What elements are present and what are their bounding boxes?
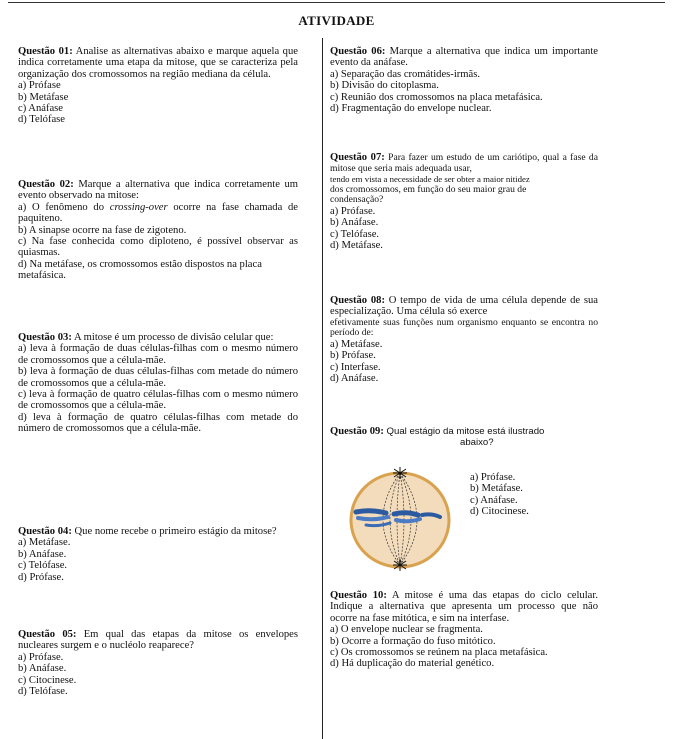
question-text-b: efetivamente suas funções num organismo enquanto se encontra no período de: [330, 316, 598, 339]
question-text-a: Para fazer um estudo de um cariótipo, qual a fase da mitose que seria mais adequada usar, [330, 152, 598, 174]
option-b: b) leva à formação de duas células-filhas com metade do número de cromossomos que a célula-mãe. [18, 366, 298, 389]
question-text-b: abaixo? [460, 437, 494, 449]
question-text: Que nome recebe o primeiro estágio da mitose? [74, 526, 277, 537]
option-d: d) Prófase. [18, 571, 64, 583]
question-text: Em qual das etapas da mitose os envelopes nucleares surgem e o nucléolo reaparece? [18, 629, 298, 652]
question-03 [18, 332, 298, 435]
question-10 [330, 590, 598, 670]
question-label: Questão 08: [330, 295, 385, 306]
question-06 [330, 46, 598, 114]
option-a-prefix: a) O fenômeno do [18, 201, 105, 213]
option-d: d) Metáfase. [330, 240, 383, 252]
question-text: Marque a alternativa que indica um importante evento da anáfase. [330, 46, 598, 69]
option-b: b) Anáfase. [330, 217, 379, 229]
option-d: d) Na metáfase, os cromossomos estão dispostos na placa metafásica. [18, 258, 262, 282]
question-label: Questão 09: [330, 426, 384, 437]
question-label: Questão 03: [18, 332, 72, 343]
option-d: d) Telófase. [18, 686, 68, 698]
option-c: c) Interfase. [330, 361, 381, 373]
option-a: a) Metáfase. [18, 537, 71, 549]
option-d: d) Citocinese. [470, 506, 529, 518]
question-label: Questão 04: [18, 526, 72, 537]
question-09 [330, 426, 598, 518]
option-d: d) Há duplicação do material genético. [330, 658, 495, 670]
question-08 [330, 295, 598, 385]
option-c: c) leva à formação de quatro células-filhas com o mesmo número de cromossomos que a célula-mãe. [18, 389, 298, 412]
option-c: c) Telófase. [330, 228, 380, 240]
option-c: c) Anáfase. [470, 494, 518, 506]
option-b: b) Anáfase. [18, 663, 67, 675]
option-b: b) Divisão do citoplasma. [330, 80, 439, 92]
option-a: a) leva à formação de duas células-filhas com o mesmo número de cromossomos que a célula-mãe. [18, 343, 298, 366]
option-a: a) O envelope nuclear se fragmenta. [330, 624, 483, 636]
option-c: c) Reunião dos cromossomos na placa metafásica. [330, 91, 543, 103]
question-label: Questão 07: [330, 152, 385, 163]
option-a: a) Metáfase. [330, 339, 383, 350]
option-c: c) Na fase conhecida como diploteno, é possível observar as quiasmas. [18, 236, 298, 259]
option-d: d) Fragmentação do envelope nuclear. [330, 103, 492, 115]
question-text-a: Qual estágio da mitose está ilustrado [386, 426, 545, 437]
question-label: Questão 10: [330, 590, 387, 601]
question-05 [18, 629, 298, 697]
question-label: Questão 05: [18, 629, 77, 640]
question-01 [18, 46, 298, 126]
option-c: c) Anáfase [18, 103, 63, 115]
option-a: a) Prófase [18, 80, 61, 92]
option-a-suffix: ocorre na fase chamada de paquiteno. [18, 201, 299, 225]
question-label: Questão 06: [330, 46, 386, 57]
option-a: a) Prófase. [18, 651, 64, 663]
question-text: A mitose é uma das etapas do ciclo celular. Indique a alternativa que apresenta um processo que não ocorre na fase mitótica, e sim na interfase. [330, 590, 598, 624]
option-b: b) Metáfase. [470, 483, 523, 495]
option-a: a) Prófase. [470, 472, 516, 483]
option-c: c) Citocinese. [18, 674, 77, 686]
top-rule [8, 2, 665, 3]
question-text: A mitose é um processo de divisão celular que: [73, 332, 274, 343]
question-text-c: dos cromossomos, em função do seu maior grau de [330, 183, 527, 195]
question-label: Questão 02: [18, 179, 74, 190]
question-02 [18, 179, 298, 282]
option-a: a) Prófase. [330, 205, 376, 217]
question-text-d: condensação? [330, 194, 384, 206]
question-07 [330, 153, 598, 252]
metaphase-cell-drawing [336, 465, 466, 575]
question-04 [18, 526, 298, 583]
question-text: Marque a alternativa que indica corretamente um evento observado na mitose: [18, 179, 298, 202]
option-b: b) Ocorre a formação do fuso mitótico. [330, 635, 496, 647]
option-d: d) leva à formação de quatro células-filhas com metade do número de cromossomos que a célula-mãe. [18, 411, 298, 435]
option-b: b) A sinapse ocorre na fase de zigoteno. [18, 224, 187, 236]
option-a [18, 202, 298, 225]
option-d: d) Anáfase. [330, 373, 379, 385]
option-c: c) Telófase. [18, 560, 68, 572]
question-label: Questão 01: [18, 46, 73, 57]
cell-division-illustration [336, 465, 466, 575]
q9-options [470, 472, 590, 518]
option-b: b) Metáfase [18, 91, 69, 103]
option-a-term: crossing-over [109, 201, 168, 213]
page-title: ATIVIDADE [298, 13, 375, 28]
column-divider [322, 38, 323, 739]
question-text: Analise as alternativas abaixo e marque aquela que indica corretamente uma etapa da mitose, que se caracteriza pela organização dos cromossomos na região mediana da célula. [18, 46, 298, 80]
option-b: b) Anáfase. [18, 548, 67, 560]
option-c: c) Os cromossomos se reúnem na placa metafásica. [330, 647, 548, 659]
option-b: b) Prófase. [330, 350, 376, 362]
question-text-b: tendo em vista a necessidade de ser obter a maior nitidez [330, 174, 530, 185]
question-text-a: O tempo de vida de uma célula depende de sua especialização. Uma célula só exerce [330, 295, 598, 318]
option-a: a) Separação das cromátides-irmãs. [330, 68, 481, 80]
option-d: d) Telófase [18, 114, 66, 126]
